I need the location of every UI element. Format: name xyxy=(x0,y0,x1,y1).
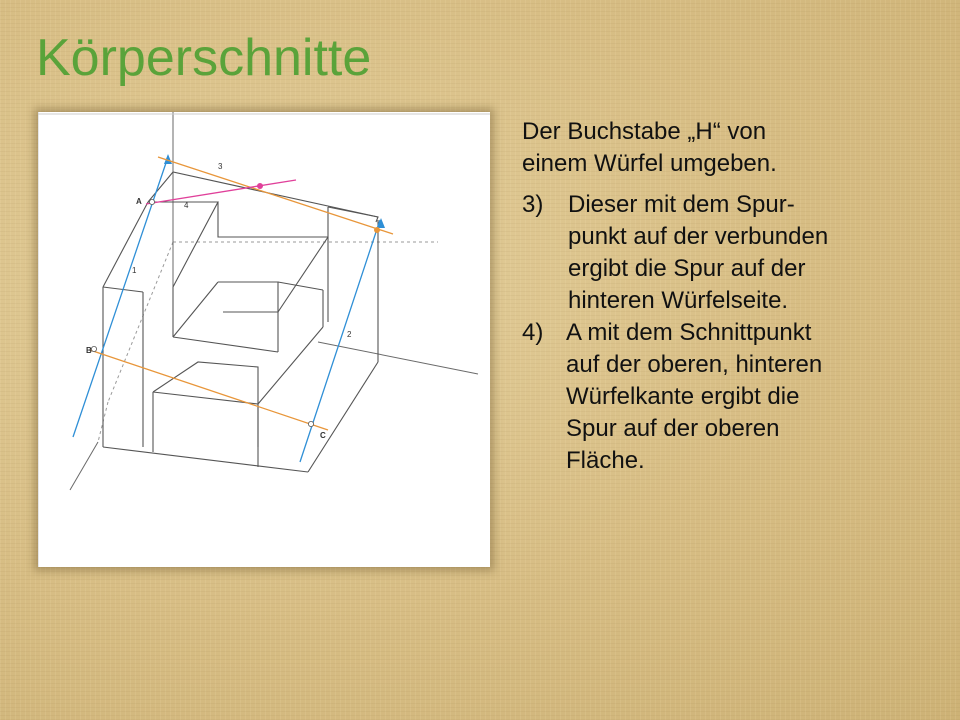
point-c xyxy=(308,421,313,426)
point-intersection-top xyxy=(257,183,263,189)
step-body xyxy=(568,189,942,317)
intro-paragraph xyxy=(522,116,942,180)
step-line: ergibt die Spur auf der xyxy=(568,255,806,282)
step-3 xyxy=(522,189,942,317)
step-line: Würfelkante ergibt die xyxy=(566,383,800,410)
step-line: Spur auf der oberen xyxy=(566,415,780,442)
label-line-2: 2 xyxy=(347,330,352,339)
step-line: A mit dem Schnittpunkt xyxy=(566,319,812,346)
point-trace-3 xyxy=(374,227,380,233)
step-line: auf der oberen, hinteren xyxy=(566,351,823,378)
hidden-edges xyxy=(98,242,438,442)
trace-line-1 xyxy=(73,157,168,437)
step-number: 4) xyxy=(522,319,544,346)
trace-lines-blue xyxy=(73,157,380,462)
trace-line-bc xyxy=(90,350,328,430)
cube-drawing xyxy=(38,112,490,567)
intro-line: Der Buchstabe „H“ von xyxy=(522,118,767,145)
step-4 xyxy=(522,317,942,477)
label-a: A xyxy=(136,197,142,206)
arrowheads-blue xyxy=(164,154,385,228)
step-line: hinteren Würfelseite. xyxy=(568,287,789,314)
label-b: B xyxy=(86,346,92,355)
explanation-text xyxy=(522,116,942,477)
step-line: punkt auf der verbunden xyxy=(568,223,829,250)
step-line: Fläche. xyxy=(566,447,645,474)
marked-points xyxy=(91,183,380,427)
trace-line-3 xyxy=(158,157,393,234)
label-c: C xyxy=(320,431,326,440)
cube-edges xyxy=(103,172,378,472)
cube-section-figure xyxy=(38,112,490,567)
slide-title: Körperschnitte xyxy=(36,29,372,87)
step-number: 3) xyxy=(522,191,544,218)
intro-line: einem Würfel umgeben. xyxy=(522,150,777,177)
label-line-4: 4 xyxy=(184,201,189,210)
step-body xyxy=(566,317,942,477)
step-line: Dieser mit dem Spur- xyxy=(568,191,795,218)
point-a xyxy=(149,199,154,204)
point-b xyxy=(91,346,96,351)
label-line-1: 1 xyxy=(132,266,137,275)
label-line-3: 3 xyxy=(218,162,223,171)
trace-line-4-magenta xyxy=(146,180,296,204)
